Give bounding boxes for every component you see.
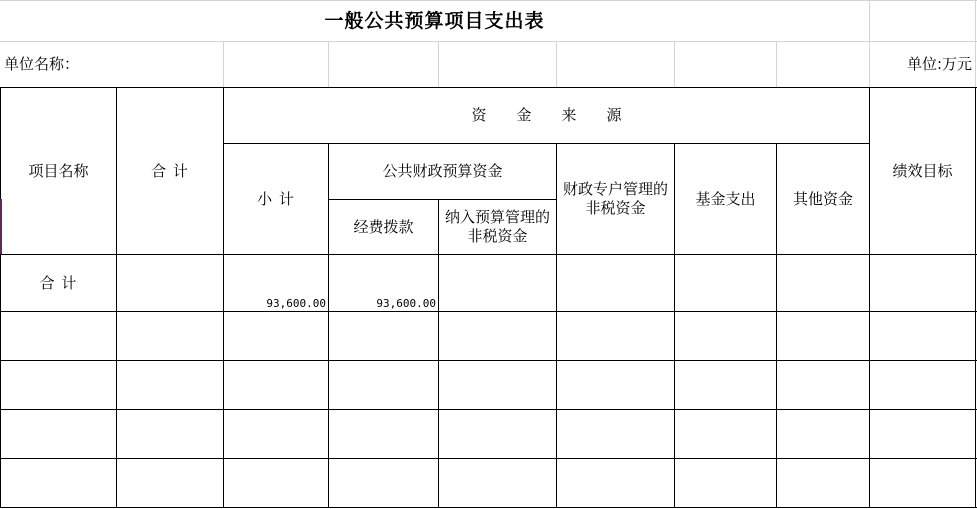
header-public-finance: 公共财政预算资金 xyxy=(382,162,503,180)
page-title: 一般公共预算项目支出表 xyxy=(324,9,545,32)
table-row[interactable] xyxy=(1,410,975,458)
header-performance: 绩效目标 xyxy=(892,161,953,180)
header-other-funds: 其他资金 xyxy=(792,189,853,208)
table-row[interactable] xyxy=(1,361,975,409)
header-nontax-budget: 纳入预算管理的非税资金 xyxy=(445,208,551,245)
header-funding-source: 资 金 来 源 xyxy=(471,106,622,124)
row-total-subtotal: 93,600.00 xyxy=(266,297,326,310)
row-marker xyxy=(0,199,2,254)
header-subtotal: 小 计 xyxy=(257,189,295,208)
unit-name-label: 单位名称： xyxy=(4,55,80,73)
header-special-account: 财政专户管理的非税资金 xyxy=(562,180,668,217)
table-row[interactable] xyxy=(1,459,975,507)
unit-label: 单位:万元 xyxy=(906,55,972,73)
header-project-name: 项目名称 xyxy=(28,161,89,180)
header-total: 合 计 xyxy=(151,161,189,180)
row-total-name: 合 计 xyxy=(39,273,78,292)
header-fund-expense: 基金支出 xyxy=(695,189,756,208)
table-row[interactable] xyxy=(1,312,975,360)
row-total-appropriation: 93,600.00 xyxy=(376,297,436,310)
header-appropriation: 经费拨款 xyxy=(353,217,414,236)
